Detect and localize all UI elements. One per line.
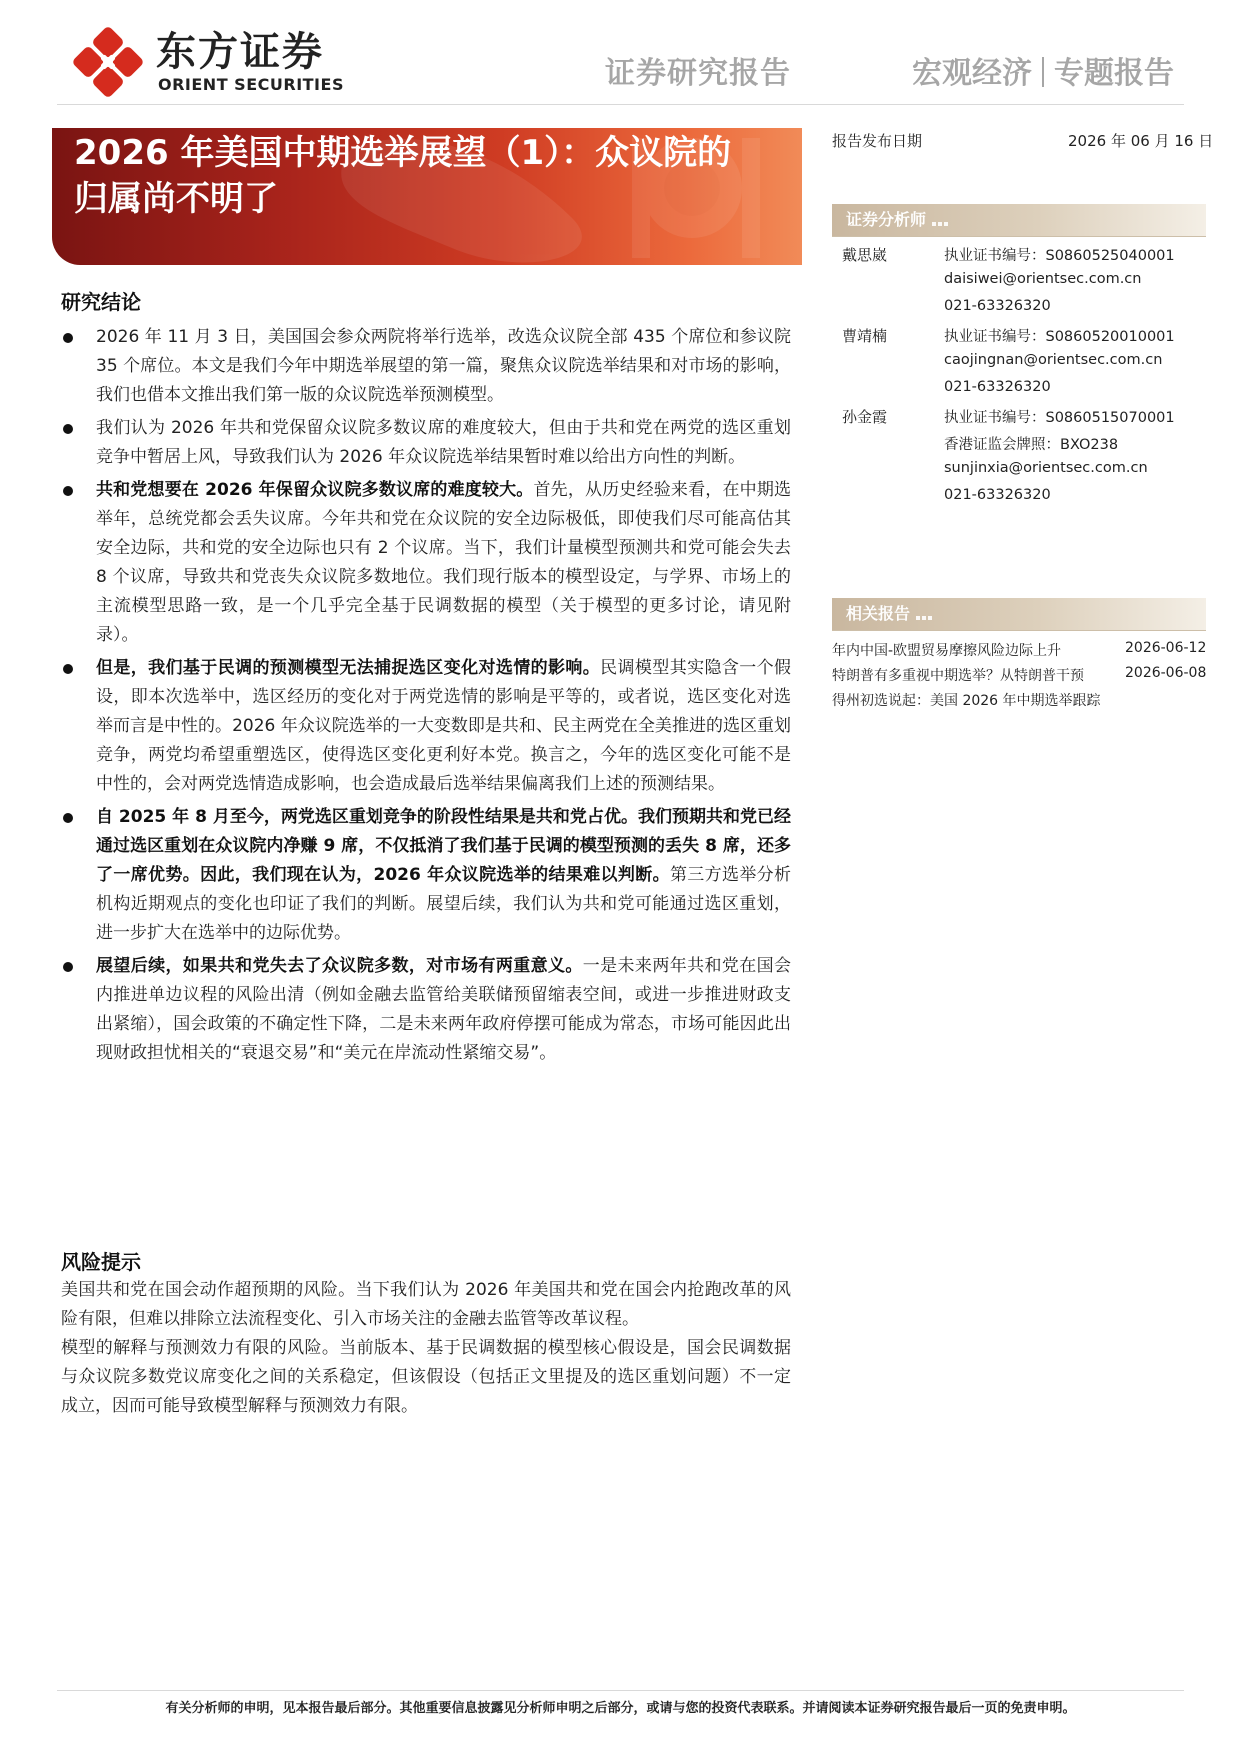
publication-date-label: 报告发布日期: [832, 132, 923, 150]
related-report-link[interactable]: 年内中国-欧盟贸易摩擦风险边际上升: [832, 643, 1062, 659]
bullet-dot-icon: [63, 333, 73, 343]
header-dots-icon: [932, 205, 950, 237]
report-title: [74, 130, 794, 222]
risk-body: [61, 1276, 791, 1421]
related-report-link[interactable]: 特朗普有多重视中期选举？从特朗普干预: [832, 668, 1084, 684]
conclusion-bullet: [61, 414, 791, 472]
header-divider: [57, 104, 1184, 105]
conclusion-list: [61, 323, 791, 1072]
bullet-lead: 展望后续，如果共和党失去了众议院多数，对市场有两重意义。: [96, 956, 583, 976]
analysts-header-rule: [832, 236, 1206, 237]
analyst-phone: 021-63326320: [944, 487, 1051, 503]
conclusion-bullet: [61, 803, 791, 948]
report-title-line1: 2026 年美国中期选举展望（1）：众议院的: [74, 133, 732, 173]
risk-heading: 风险提示: [61, 1250, 141, 1274]
bullet-lead: 自 2025 年 8 月至今，两党选区重划竞争的阶段性结果是共和党占优。我们预期共和党已经通过选区重划在众议院内净赚 9 席，不仅抵消了我们基于民调的模型预测的丢失 8 席，还多了一席优势。因此，我们现在认为，2026 年众议院选举的结果难以判断。: [96, 807, 791, 885]
orient-securities-logo-icon: [72, 26, 144, 98]
analyst-name: 曹靖楠: [842, 327, 888, 345]
brand-name-cn: 东方证券: [156, 29, 324, 75]
analyst-email[interactable]: sunjinxia@orientsec.com.cn: [944, 460, 1148, 476]
conclusion-bullet: [61, 952, 791, 1068]
analyst-email[interactable]: caojingnan@orientsec.com.cn: [944, 352, 1163, 368]
risk-paragraph: 美国共和党在国会动作超预期的风险。当下我们认为 2026 年美国共和党在国会内抢跑改革的风险有限，但难以排除立法流程变化、引入市场关注的金融去监管等改革议程。: [61, 1280, 791, 1329]
bullet-dot-icon: [63, 962, 73, 972]
analyst-license: 执业证书编号：S0860520010001: [944, 329, 1175, 345]
conclusion-bullet: [61, 323, 791, 410]
bullet-dot-icon: [63, 486, 73, 496]
conclusion-bullet: [61, 654, 791, 799]
related-header-label: 相关报告: [846, 604, 911, 623]
bullet-text: 一是未来两年共和党在国会内推进单边议程的风险出清（例如金融去监管给美联储预留缩表空间，或进一步推进财政支出紧缩），国会政策的不确定性下降，二是未来两年政府停摆可能成为常态，市场可能因此出现财政担忧相关的“衰退交易”和“美元在岸流动性紧缩交易”。: [96, 956, 792, 1063]
publication-date: 2026 年 06 月 16 日: [1068, 132, 1214, 150]
bullet-text: 首先，从历史经验来看，在中期选举年，总统党都会丢失议席。今年共和党在众议院的安全边际极低，即使我们尽可能高估其安全边际，共和党的安全边际也只有 2 个议席。当下，我们计量模型预测共和党可能会失去 8 个议席，导致共和党丧失众议院多数地位。我们现行版本的模型设定，与学界、市场上的主流模型思路一致，是一个几乎完全基于民调数据的模型（关于模型的更多讨论，请见附录）。: [96, 480, 792, 645]
analysts-header-label: 证券分析师: [846, 210, 927, 229]
category-divider: [1042, 57, 1044, 87]
related-report-date: 2026-06-12: [1125, 640, 1207, 656]
analyst-license: 执业证书编号：S0860525040001: [944, 248, 1175, 264]
bullet-dot-icon: [63, 813, 73, 823]
category-macro: 宏观经济: [912, 56, 1032, 91]
footer-disclaimer: 有关分析师的申明，见本报告最后部分。其他重要信息披露见分析师申明之后部分，或请与您的投资代表联系。并请阅读本证券研究报告最后一页的免责申明。: [165, 1701, 1076, 1716]
bullet-lead: 但是，我们基于民调的预测模型无法捕捉选区变化对选情的影响。: [96, 658, 601, 678]
header-dots-icon: [916, 599, 934, 631]
analyst-name: 戴思崴: [842, 246, 888, 264]
bullet-text: 我们认为 2026 年共和党保留众议院多数议席的难度较大，但由于共和党在两党的选区重划竞争中暂居上风，导致我们认为 2026 年众议院选举结果暂时难以给出方向性的判断。: [96, 418, 791, 467]
related-reports-header: [832, 598, 1206, 630]
analyst-license: 执业证书编号：S0860515070001: [944, 410, 1175, 426]
report-title-line2: 归属尚不明了: [74, 179, 278, 219]
bullet-text: 2026 年 11 月 3 日，美国国会参众两院将举行选举，改选众议院全部 435 个席位和参议院 35 个席位。本文是我们今年中期选举展望的第一篇，聚焦众议院选举结果和对市场的影响，我们也借本文推出我们第一版的众议院选举预测模型。: [96, 327, 791, 405]
analyst-name: 孙金霞: [842, 408, 888, 426]
report-category: [912, 54, 1174, 94]
bullet-dot-icon: [63, 664, 73, 674]
bullet-text: 民调模型其实隐含一个假设，即本次选举中，选区经历的变化对于两党选情的影响是平等的，或者说，选区变化对选举而言是中性的。2026 年众议院选举的一大变数即是共和、民主两党在全美推进的选区重划竞争，两党均希望重塑选区，使得选区变化更利好本党。换言之，今年的选区变化可能不是中性的，会对两党选情造成影响，也会造成最后选举结果偏离我们上述的预测结果。: [96, 658, 792, 794]
analyst-phone: 021-63326320: [944, 298, 1051, 314]
conclusion-bullet: [61, 476, 791, 650]
bullet-dot-icon: [63, 424, 73, 434]
footer-divider: [57, 1690, 1184, 1691]
bullet-lead: 共和党想要在 2026 年保留众议院多数议席的难度较大。: [96, 480, 534, 500]
analyst-phone: 021-63326320: [944, 379, 1051, 395]
title-banner: [52, 128, 802, 265]
report-type-label: 证券研究报告: [605, 56, 791, 91]
related-report-link[interactable]: 得州初选说起：美国 2026 年中期选举跟踪: [832, 693, 1101, 709]
analyst-hk-license: 香港证监会牌照：BXO238: [944, 437, 1119, 453]
category-special: 专题报告: [1054, 56, 1174, 91]
analysts-section-header: [832, 204, 1206, 236]
related-report-date: 2026-06-08: [1125, 665, 1207, 681]
bullet-text: 第三方选举分析机构近期观点的变化也印证了我们的判断。展望后续，我们认为共和党可能通过选区重划，进一步扩大在选举中的边际优势。: [96, 865, 792, 943]
conclusion-heading: 研究结论: [61, 290, 141, 314]
brand-name-en: ORIENT SECURITIES: [158, 75, 344, 94]
analyst-email[interactable]: daisiwei@orientsec.com.cn: [944, 271, 1142, 287]
risk-paragraph: 模型的解释与预测效力有限的风险。当前版本、基于民调数据的模型核心假设是，国会民调数据与众议院多数党议席变化之间的关系稳定，但该假设（包括正文里提及的选区重划问题）不一定成立，因而可能导致模型解释与预测效力有限。: [61, 1338, 791, 1416]
related-header-rule: [832, 630, 1206, 631]
